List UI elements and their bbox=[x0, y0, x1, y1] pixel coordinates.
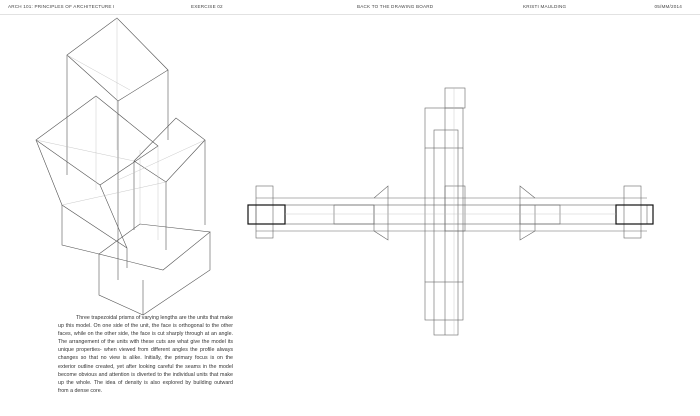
date-label: 05/MM/2014 bbox=[654, 4, 682, 9]
project-title: BACK TO THE DRAWING BOARD bbox=[357, 4, 434, 9]
course-title: ARCH 101: PRINCIPLES OF ARCHITECTURE I bbox=[8, 4, 115, 9]
author-name: KRISTI MAULDING bbox=[523, 4, 567, 9]
exercise-label: EXERCISE 02 bbox=[191, 4, 223, 9]
project-description: Three trapezoidal prisms of varying lengths are the units that make up this model. On one side of the unit, the face is orthogonal to the other faces, while on the other side, the face is cut sharply through at an angle. The arrangement of the units with these cuts are what give the model its unique properties- when viewed from different angles the profile always changes so that no view is alike. Initially, the primary focus is on the exterior outline created, yet after looking careful the seams in the model become obvious and attention is diverted to the individual units that make up the whole. The idea of density is also explored by building outward from a dense core. bbox=[58, 315, 233, 394]
